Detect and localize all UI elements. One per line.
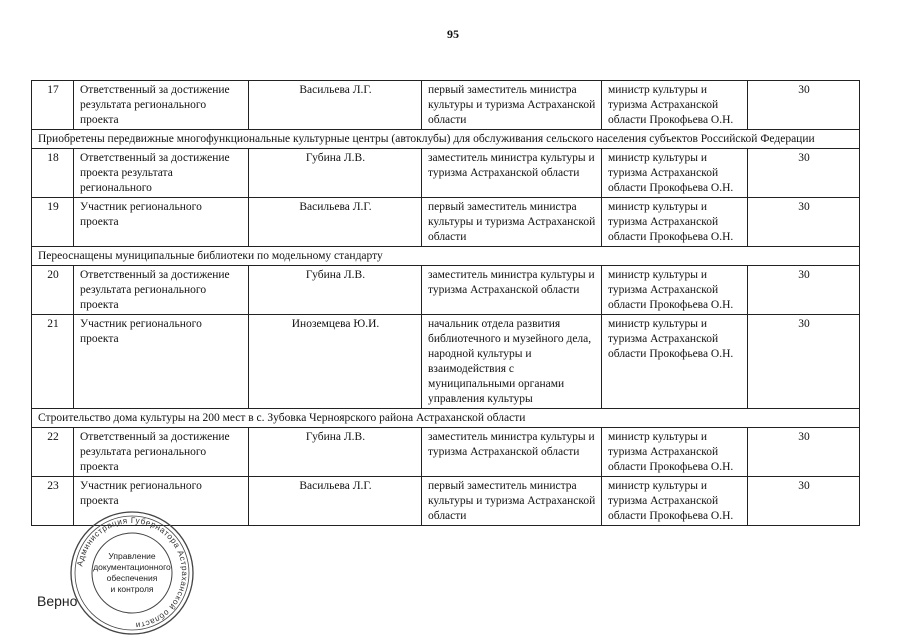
responsibility-table xyxy=(31,80,860,526)
participant-name: Васильева Л.Г. xyxy=(249,198,422,247)
workload-value: 30 xyxy=(748,315,860,409)
row-number: 18 xyxy=(32,149,74,198)
approver: министр культуры и туризма Астраханской области Прокофьева О.Н. xyxy=(602,428,748,477)
stamp-center-line: обеспечения xyxy=(106,573,158,583)
table-row xyxy=(32,266,860,315)
row-number: 22 xyxy=(32,428,74,477)
section-title: Переоснащены муниципальные библиотеки по модельному стандарту xyxy=(32,247,860,266)
certification-label: Верно xyxy=(37,593,78,609)
stamp-center-line: Управление xyxy=(108,551,156,561)
stamp-center-line: и контроля xyxy=(110,584,154,594)
workload-value: 30 xyxy=(748,266,860,315)
participant-name: Иноземцева Ю.И. xyxy=(249,315,422,409)
approver: министр культуры и туризма Астраханской области Прокофьева О.Н. xyxy=(602,81,748,130)
table-row xyxy=(32,315,860,409)
row-number: 21 xyxy=(32,315,74,409)
participant-name: Васильева Л.Г. xyxy=(249,81,422,130)
section-title: Приобретены передвижные многофункциональные культурные центры (автоклубы) для обслуживания сельского населения субъектов Российской Федерации xyxy=(32,130,860,149)
participant-position: первый заместитель министра культуры и туризма Астраханской области xyxy=(422,81,602,130)
stamp-center-line: документационного xyxy=(93,562,171,572)
workload-value: 30 xyxy=(748,477,860,526)
official-stamp xyxy=(68,509,196,637)
participant-role: Ответственный за достижение результата регионального проекта xyxy=(74,266,249,315)
participant-role: Ответственный за достижение проекта результата регионального xyxy=(74,149,249,198)
participant-name: Губина Л.В. xyxy=(249,266,422,315)
participant-role: Участник регионального проекта xyxy=(74,198,249,247)
participant-position: заместитель министра культуры и туризма Астраханской области xyxy=(422,428,602,477)
participant-name: Губина Л.В. xyxy=(249,428,422,477)
page-number: 95 xyxy=(447,27,459,41)
participant-role: Ответственный за достижение результата регионального проекта xyxy=(74,428,249,477)
workload-value: 30 xyxy=(748,198,860,247)
participant-role: Ответственный за достижение результата регионального проекта xyxy=(74,81,249,130)
stamp-ring-text: Администрация Губернатора Астраханской области xyxy=(75,515,190,630)
workload-value: 30 xyxy=(748,81,860,130)
row-number: 19 xyxy=(32,198,74,247)
section-row xyxy=(32,247,860,266)
row-number: 17 xyxy=(32,81,74,130)
participant-position: первый заместитель министра культуры и туризма Астраханской области xyxy=(422,477,602,526)
row-number: 20 xyxy=(32,266,74,315)
table-row xyxy=(32,198,860,247)
approver: министр культуры и туризма Астраханской области Прокофьева О.Н. xyxy=(602,266,748,315)
workload-value: 30 xyxy=(748,428,860,477)
row-number: 23 xyxy=(32,477,74,526)
section-row xyxy=(32,130,860,149)
participant-position: начальник отдела развития библиотечного и музейного дела, народной культуры и взаимодействия с муниципальными органами управления культуры xyxy=(422,315,602,409)
participant-position: заместитель министра культуры и туризма Астраханской области xyxy=(422,149,602,198)
participant-name: Губина Л.В. xyxy=(249,149,422,198)
table-row xyxy=(32,149,860,198)
approver: министр культуры и туризма Астраханской области Прокофьева О.Н. xyxy=(602,149,748,198)
participant-role: Участник регионального проекта xyxy=(74,315,249,409)
table-row xyxy=(32,428,860,477)
approver: министр культуры и туризма Астраханской области Прокофьева О.Н. xyxy=(602,315,748,409)
participant-position: первый заместитель министра культуры и туризма Астраханской области xyxy=(422,198,602,247)
section-row xyxy=(32,409,860,428)
participant-role: Участник регионального проекта xyxy=(74,477,249,526)
participant-name: Васильева Л.Г. xyxy=(249,477,422,526)
workload-value: 30 xyxy=(748,149,860,198)
section-title: Строительство дома культуры на 200 мест в с. Зубовка Черноярского района Астраханской области xyxy=(32,409,860,428)
participant-position: заместитель министра культуры и туризма Астраханской области xyxy=(422,266,602,315)
table-row xyxy=(32,81,860,130)
approver: министр культуры и туризма Астраханской области Прокофьева О.Н. xyxy=(602,198,748,247)
approver: министр культуры и туризма Астраханской области Прокофьева О.Н. xyxy=(602,477,748,526)
